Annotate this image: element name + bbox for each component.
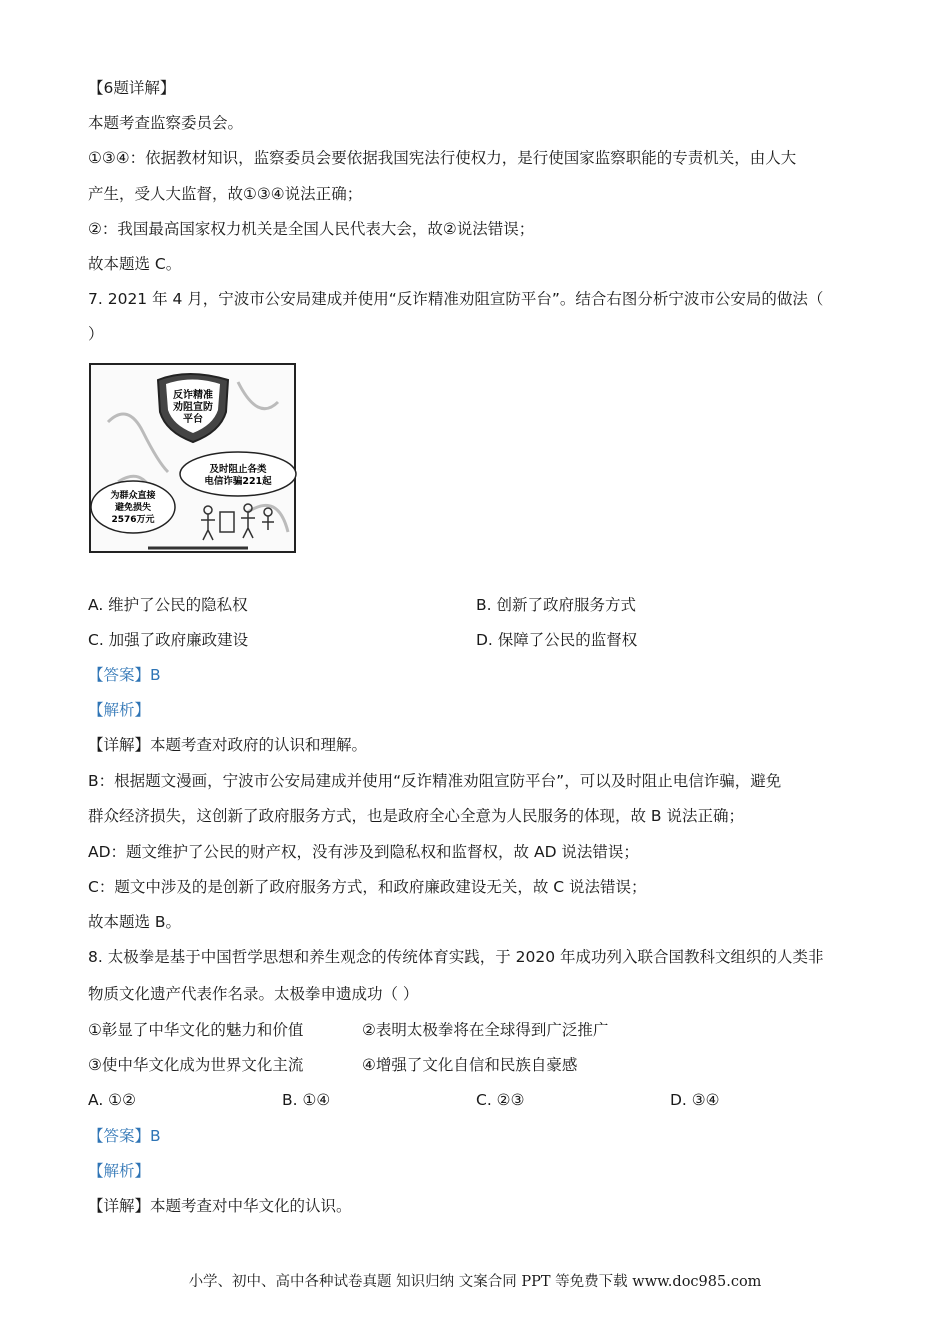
- q8-option-d: D. ③④: [670, 1091, 720, 1109]
- shield-text-2: 劝阻宣防: [173, 402, 213, 413]
- q7-stem-line-2: ）: [88, 325, 104, 343]
- q6-line-5: 故本题选 C。: [88, 255, 182, 273]
- q7-analysis-label: 【解析】: [88, 701, 151, 719]
- bubble-left-1: 为群众直接: [110, 491, 156, 501]
- q7-option-b: B. 创新了政府服务方式: [476, 596, 636, 614]
- q8-answer: 【答案】B: [88, 1127, 161, 1145]
- bubble-left-2: 避免损失: [114, 503, 152, 513]
- q8-stem-line-1: 8. 太极拳是基于中国哲学思想和养生观念的传统体育实践，于 2020 年成功列入联合国教科文组织的人类非: [88, 948, 824, 966]
- q6-line-1: 本题考查监察委员会。: [88, 114, 244, 132]
- q8-statement-2: ②表明太极拳将在全球得到广泛推广: [362, 1021, 609, 1039]
- q7-explain-5: 故本题选 B。: [88, 913, 182, 931]
- shield-text-3: 平台: [183, 414, 203, 425]
- q8-statement-1: ①彰显了中华文化的魅力和价值: [88, 1021, 304, 1039]
- shield-text-1: 反诈精准: [173, 390, 213, 401]
- q8-statement-4: ④增强了文化自信和民族自豪感: [362, 1056, 578, 1074]
- bubble-left-3: 2576万元: [111, 515, 155, 525]
- q8-detail: 【详解】本题考查对中华文化的认识。: [88, 1197, 352, 1215]
- q6-heading: 【6题详解】: [88, 79, 176, 97]
- q6-line-3: 产生，受人大监督，故①③④说法正确；: [88, 185, 363, 203]
- page-footer: 小学、初中、高中各种试卷真题 知识归纳 文案合同 PPT 等免费下载 www.doc985.com: [188, 1274, 762, 1290]
- q8-analysis-label: 【解析】: [88, 1162, 151, 1180]
- q7-answer: 【答案】B: [88, 666, 161, 684]
- q7-explain-1: B：根据题文漫画，宁波市公安局建成并使用“反诈精准劝阻宣防平台”，可以及时阻止电信诈骗，避免: [88, 772, 782, 790]
- q7-explain-2: 群众经济损失，这创新了政府服务方式，也是政府全心全意为人民服务的体现，故 B 说法正确；: [88, 807, 744, 825]
- q8-option-b: B. ①④: [282, 1091, 331, 1109]
- q8-option-c: C. ②③: [476, 1091, 525, 1109]
- q8-statement-3: ③使中华文化成为世界文化主流: [88, 1056, 304, 1074]
- q6-line-2: ①③④：依据教材知识，监察委员会要依据我国宪法行使权力，是行使国家监察职能的专责机关，由人大: [88, 149, 797, 167]
- q7-stem-line-1: 7. 2021 年 4 月，宁波市公安局建成并使用“反诈精准劝阻宣防平台”。结合右图分析宁波市公安局的做法（: [88, 290, 824, 308]
- q7-option-a: A. 维护了公民的隐私权: [88, 596, 248, 614]
- q8-option-a: A. ①②: [88, 1091, 136, 1109]
- q7-option-d: D. 保障了公民的监督权: [476, 631, 638, 649]
- q7-option-c: C. 加强了政府廉政建设: [88, 631, 249, 649]
- bubble-right-2: 电信诈骗221起: [204, 476, 272, 487]
- bubble-right-1: 及时阻止各类: [209, 464, 267, 475]
- q7-detail: 【详解】本题考查对政府的认识和理解。: [88, 736, 368, 754]
- q7-explain-4: C：题文中涉及的是创新了政府服务方式，和政府廉政建设无关，故 C 说法错误；: [88, 878, 647, 896]
- q8-stem-line-2: 物质文化遗产代表作名录。太极拳申遗成功（ ）: [88, 985, 419, 1003]
- q7-explain-3: AD：题文维护了公民的财产权，没有涉及到隐私权和监督权，故 AD 说法错误；: [88, 843, 639, 861]
- q7-cartoon-image: [88, 362, 300, 556]
- q6-line-4: ②：我国最高国家权力机关是全国人民代表大会，故②说法错误；: [88, 220, 535, 238]
